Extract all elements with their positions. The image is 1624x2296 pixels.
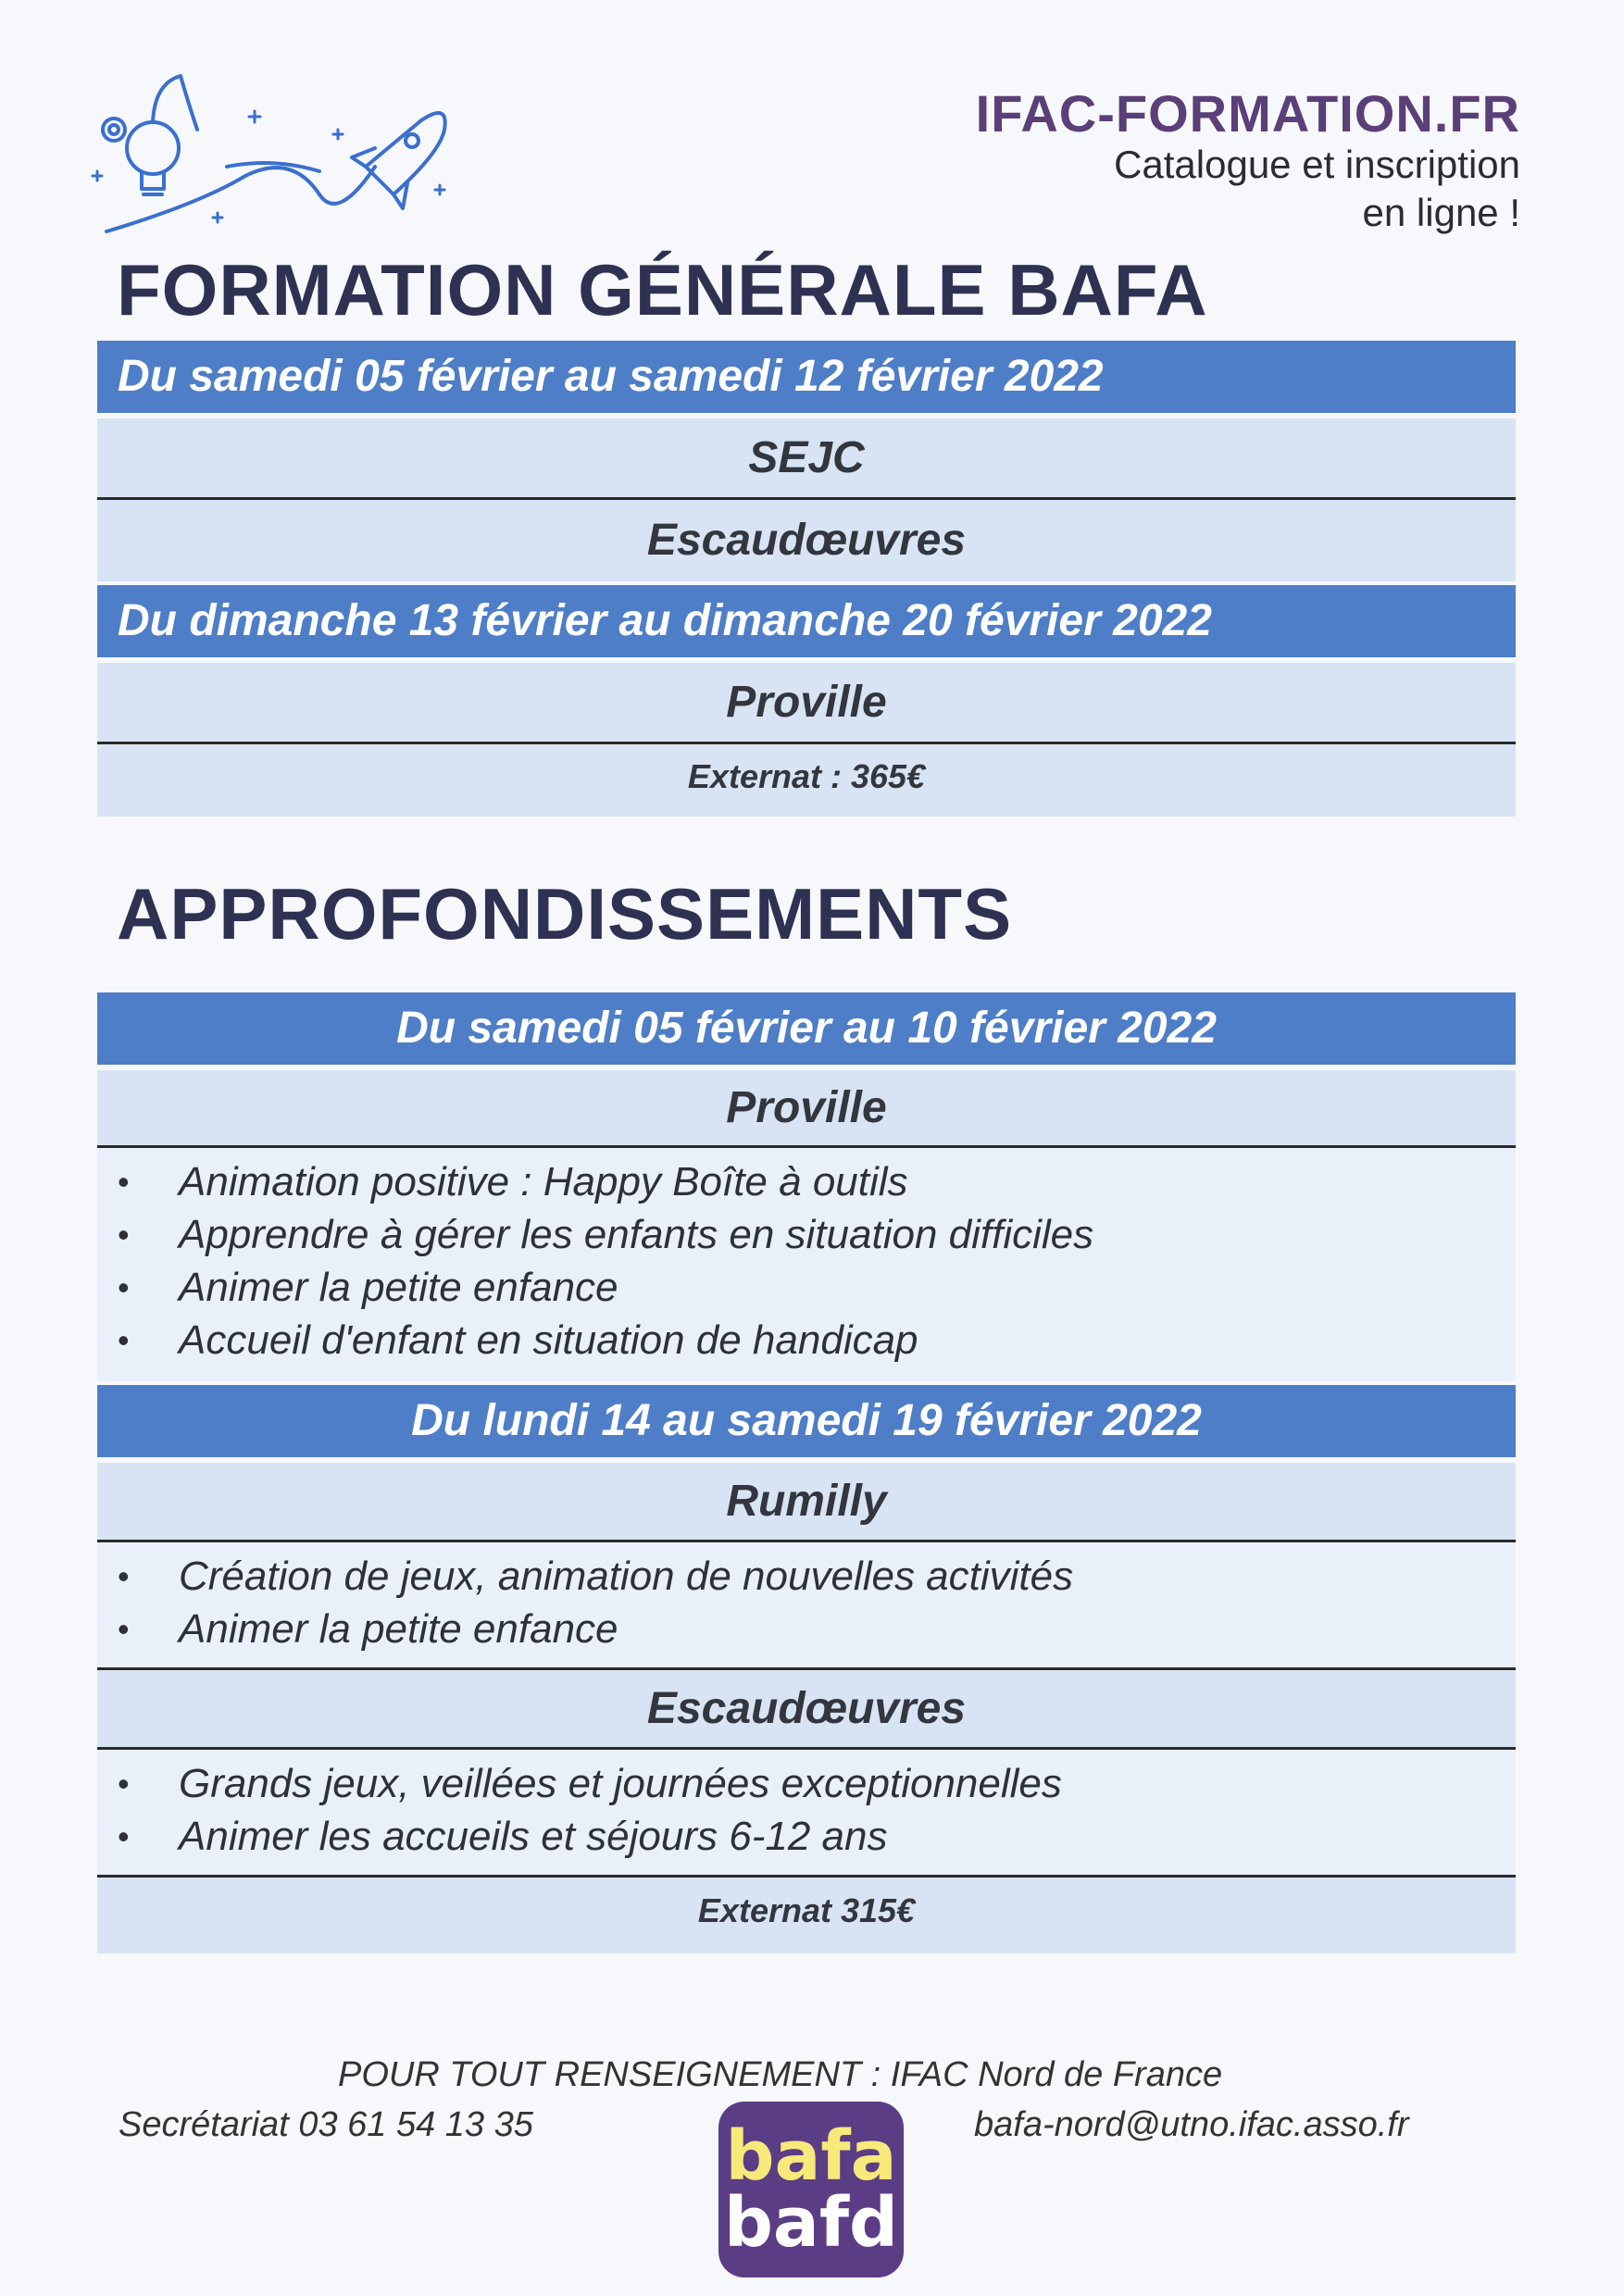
list-item: • Animer la petite enfance [97, 1261, 1516, 1314]
list-item: • Animation positive : Happy Boîte à outils [97, 1155, 1516, 1208]
lightbulb-icon [103, 76, 197, 194]
fg-session1-lieu: Escaudœuvres [97, 500, 1516, 581]
list-item: • Accueil d'enfant en situation de handicap [97, 1314, 1516, 1366]
logo-line-2: bafd [723, 2183, 899, 2263]
fg-session1-dates: Du samedi 05 février au samedi 12 février 2022 [97, 341, 1516, 413]
ap-session2-prix: Externat 315€ [97, 1878, 1516, 1953]
lightbulb-rocket-illustration [88, 65, 468, 241]
site-url[interactable]: IFAC-FORMATION.FR [975, 84, 1520, 143]
list-item: • Animer la petite enfance [97, 1603, 1516, 1655]
list-item: • Animer les accueils et séjours 6-12 ans [97, 1810, 1516, 1863]
ap-session2-themes-b [97, 1750, 1516, 1878]
list-item: • Grands jeux, veillées et journées exceptionnelles [97, 1757, 1516, 1810]
ap-session2-dates: Du lundi 14 au samedi 19 février 2022 [97, 1385, 1516, 1457]
rocket-icon [352, 113, 445, 208]
ap-session2-lieu-b: Escaudœuvres [97, 1670, 1516, 1750]
fg-session2-lieu: Proville [97, 663, 1516, 744]
fg-session2-dates: Du dimanche 13 février au dimanche 20 février 2022 [97, 585, 1516, 657]
list-item: • Création de jeux, animation de nouvelles activités [97, 1550, 1516, 1603]
ap-session2-themes-a [97, 1542, 1516, 1670]
bafa-bafd-logo [718, 2102, 904, 2277]
footer-email[interactable]: bafa-nord@utno.ifac.asso.fr [974, 2105, 1409, 2144]
site-subtitle [1114, 141, 1520, 237]
ap-session2-lieu-a: Rumilly [97, 1463, 1516, 1542]
subtitle-line-2: en ligne ! [1362, 191, 1520, 234]
fg-session1-organisme: SEJC [97, 418, 1516, 500]
approfondissements-title: APPROFONDISSEMENTS [117, 873, 1013, 955]
ap-session1-themes [97, 1148, 1516, 1381]
list-item: • Apprendre à gérer les enfants en situation difficiles [97, 1208, 1516, 1261]
ap-session1-dates: Du samedi 05 février au 10 février 2022 [97, 992, 1516, 1065]
footer-renseignement: POUR TOUT RENSEIGNEMENT : IFAC Nord de France [338, 2055, 1223, 2094]
logo-line-1: bafa [725, 2116, 897, 2196]
fg-session2-prix: Externat : 365€ [97, 744, 1516, 817]
subtitle-line-1: Catalogue et inscription [1114, 143, 1520, 186]
ap-session1-lieu: Proville [97, 1070, 1516, 1148]
formation-generale-title: FORMATION GÉNÉRALE BAFA [117, 249, 1208, 331]
swoosh [106, 167, 375, 231]
footer-secretariat: Secrétariat 03 61 54 13 35 [119, 2105, 533, 2144]
